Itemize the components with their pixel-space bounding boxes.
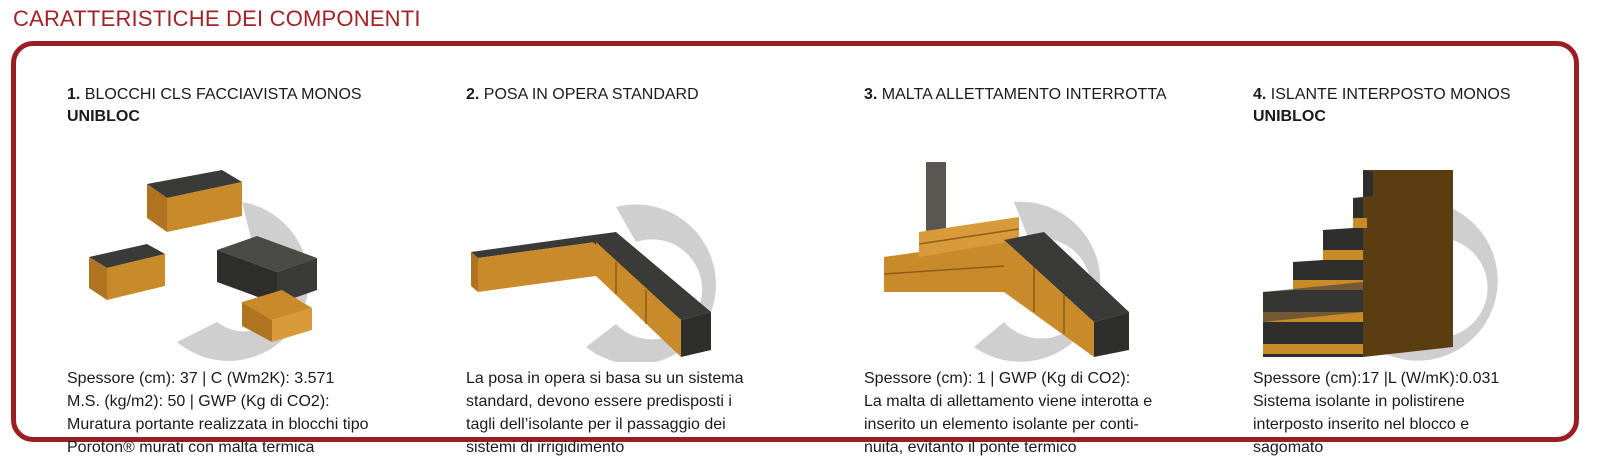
card-heading bbox=[67, 84, 407, 128]
card-title: POSA IN OPERA STANDARD bbox=[483, 86, 699, 103]
card-subtitle: UNIBLOC bbox=[1253, 108, 1326, 125]
card-subtitle: UNIBLOC bbox=[67, 108, 140, 125]
blocks-exploded-illustration bbox=[67, 162, 407, 362]
card-title: BLOCCHI CLS FACCIAVISTA MONOS bbox=[84, 86, 362, 103]
card-heading bbox=[864, 84, 1204, 128]
component-card-1 bbox=[67, 84, 407, 456]
card-number: 2. bbox=[466, 86, 480, 103]
component-card-3 bbox=[864, 84, 1204, 456]
card-description: Spessore (cm): 37 | C (Wm2K): 3.571 M.S. (kg/m2): 50 | GWP (Kg di CO2): Muratura portante realizzata in blocchi tipo Poroton® murati con malta termica bbox=[67, 370, 369, 456]
card-description: Spessore (cm):17 |L (W/mK):0.031 Sistema isolante in polistirene interposto inserito nel blocco e sagomato bbox=[1253, 370, 1500, 456]
component-card-4 bbox=[1253, 84, 1593, 456]
card-description: La posa in opera si basa su un sistema standard, devono essere predisposti i tagli dell’isolante per il passaggio dei sistemi di irrigidimento bbox=[466, 370, 744, 456]
page-title: CARATTERISTICHE DEI COMPONENTI bbox=[13, 6, 421, 31]
card-number: 3. bbox=[864, 86, 878, 103]
card-title: ISLANTE INTERPOSTO MONOS bbox=[1270, 86, 1511, 103]
card-heading bbox=[1253, 84, 1593, 128]
card-title: MALTA ALLETTAMENTO INTERROTTA bbox=[881, 86, 1167, 103]
components-frame bbox=[11, 41, 1579, 456]
card-description: Spessore (cm): 1 | GWP (Kg di CO2): La malta di allettamento viene interotta e inserito un elemento isolante per conti- nuita, evitanto il ponte termico bbox=[864, 370, 1153, 456]
component-card-2 bbox=[466, 84, 806, 456]
interrupted-mortar-illustration bbox=[864, 162, 1204, 362]
interposed-insulation-illustration bbox=[1253, 162, 1593, 362]
standard-laying-illustration bbox=[466, 162, 806, 362]
card-heading bbox=[466, 84, 806, 128]
card-number: 4. bbox=[1253, 86, 1267, 103]
card-number: 1. bbox=[67, 86, 81, 103]
